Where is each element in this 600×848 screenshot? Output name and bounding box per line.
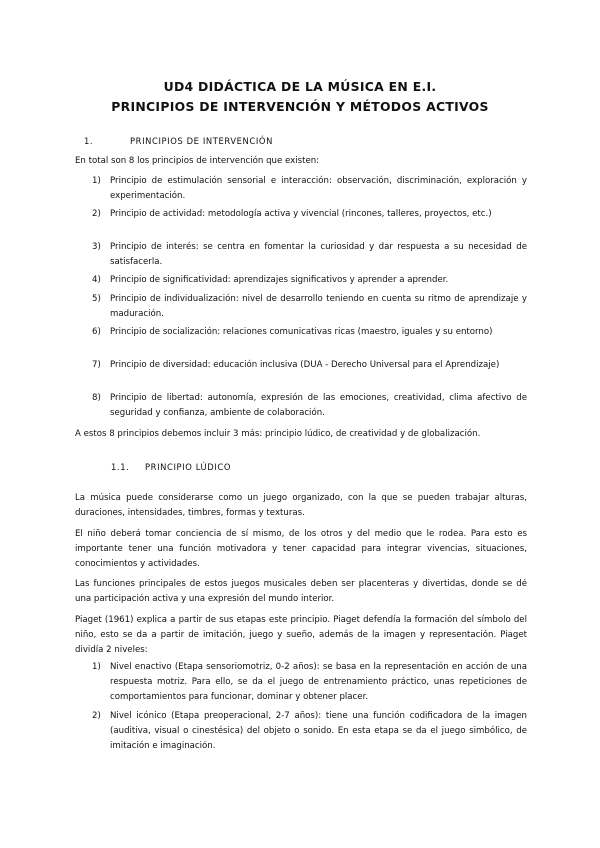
list-item	[93, 709, 527, 754]
paragraph: A estos 8 principios debemos incluir 3 más: principio lúdico, de creatividad y de globalización.	[75, 429, 481, 439]
list-item	[93, 660, 527, 705]
list-item	[93, 273, 527, 288]
list-item	[93, 325, 527, 340]
list-text: Principio de diversidad: educación inclusiva (DUA - Derecho Universal para el Aprendizaje)	[110, 360, 500, 370]
list-number: 2)	[92, 711, 101, 721]
paragraph: Piaget (1961) explica a partir de sus etapas este principio. Piaget defendía la formación del símbolo del niño, esto se da a partir de imitación, juego y sueño, además de la imagen y representación. Piaget dividía 2 niveles:	[75, 615, 527, 655]
document-subtitle: PRINCIPIOS DE INTERVENCIÓN Y MÉTODOS ACTIVOS	[111, 99, 489, 114]
section-1-heading	[84, 136, 273, 146]
list-text: Nivel enactivo (Etapa sensoriomotriz, 0-2 años): se basa en la representación en acción de una respuesta motriz. Para ello, se da el juego de entrenamiento práctico, unas repeticiones de comportamientos para funcionar, dominar y obtener placer.	[110, 662, 527, 702]
section-title: PRINCIPIO LÚDICO	[145, 462, 232, 472]
list-number: 8)	[92, 393, 101, 403]
list-number: 2)	[92, 209, 101, 219]
list-text: Principio de socialización: relaciones comunicativas ricas (maestro, iguales y su entorno)	[110, 327, 493, 337]
list-number: 5)	[92, 294, 101, 304]
list-text: Principio de libertad: autonomía, expresión de las emociones, creatividad, clima afectivo de seguridad y confianza, ambiente de colaboración.	[110, 393, 527, 418]
section-1-1-heading	[111, 462, 231, 472]
list-item	[93, 207, 527, 222]
section-number: 1.1.	[111, 462, 130, 472]
list-number: 6)	[92, 327, 101, 337]
list-item	[93, 174, 527, 204]
list-text: Nivel icónico (Etapa preoperacional, 2-7 años): tiene una función codificadora de la imagen (auditiva, visual o cinestésica) del objeto o sonido. En esta etapa se da el juego simbólico, de imitación e imaginación.	[110, 711, 527, 751]
list-number: 4)	[92, 275, 101, 285]
list-item	[93, 292, 527, 322]
list-item	[93, 240, 527, 270]
list-number: 1)	[92, 662, 101, 672]
section-title: PRINCIPIOS DE INTERVENCIÓN	[130, 136, 273, 146]
list-text: Principio de interés: se centra en fomentar la curiosidad y dar respuesta a su necesidad de satisfacerla.	[110, 242, 527, 267]
list-text: Principio de actividad: metodología activa y vivencial (rincones, talleres, proyectos, etc.)	[110, 209, 492, 219]
paragraph: El niño deberá tomar conciencia de sí mismo, de los otros y del medio que le rodea. Para esto es importante tener una función motivadora y tener capacidad para integrar vivencias, situaciones, conocimientos y actividades.	[75, 529, 527, 569]
section-number: 1.	[84, 136, 94, 146]
document-title: UD4 DIDÁCTICA DE LA MÚSICA EN E.I.	[163, 79, 437, 94]
list-text: Principio de estimulación sensorial e interacción: observación, discriminación, exploración y experimentación.	[110, 176, 527, 201]
list-number: 7)	[92, 360, 101, 370]
paragraph: Las funciones principales de estos juegos musicales deben ser placenteras y divertidas, donde se dé una participación activa y una expresión del mundo interior.	[75, 579, 527, 604]
paragraph: La música puede considerarse como un juego organizado, con la que se pueden trabajar alturas, duraciones, intensidades, timbres, formas y texturas.	[75, 493, 527, 518]
paragraph: En total son 8 los principios de intervención que existen:	[75, 156, 320, 166]
list-text: Principio de individualización: nivel de desarrollo teniendo en cuenta su ritmo de aprendizaje y maduración.	[110, 294, 527, 319]
list-number: 3)	[92, 242, 101, 252]
list-number: 1)	[92, 176, 101, 186]
list-text: Principio de significatividad: aprendizajes significativos y aprender a aprender.	[110, 275, 449, 285]
list-item	[93, 391, 527, 421]
list-item	[93, 358, 527, 373]
